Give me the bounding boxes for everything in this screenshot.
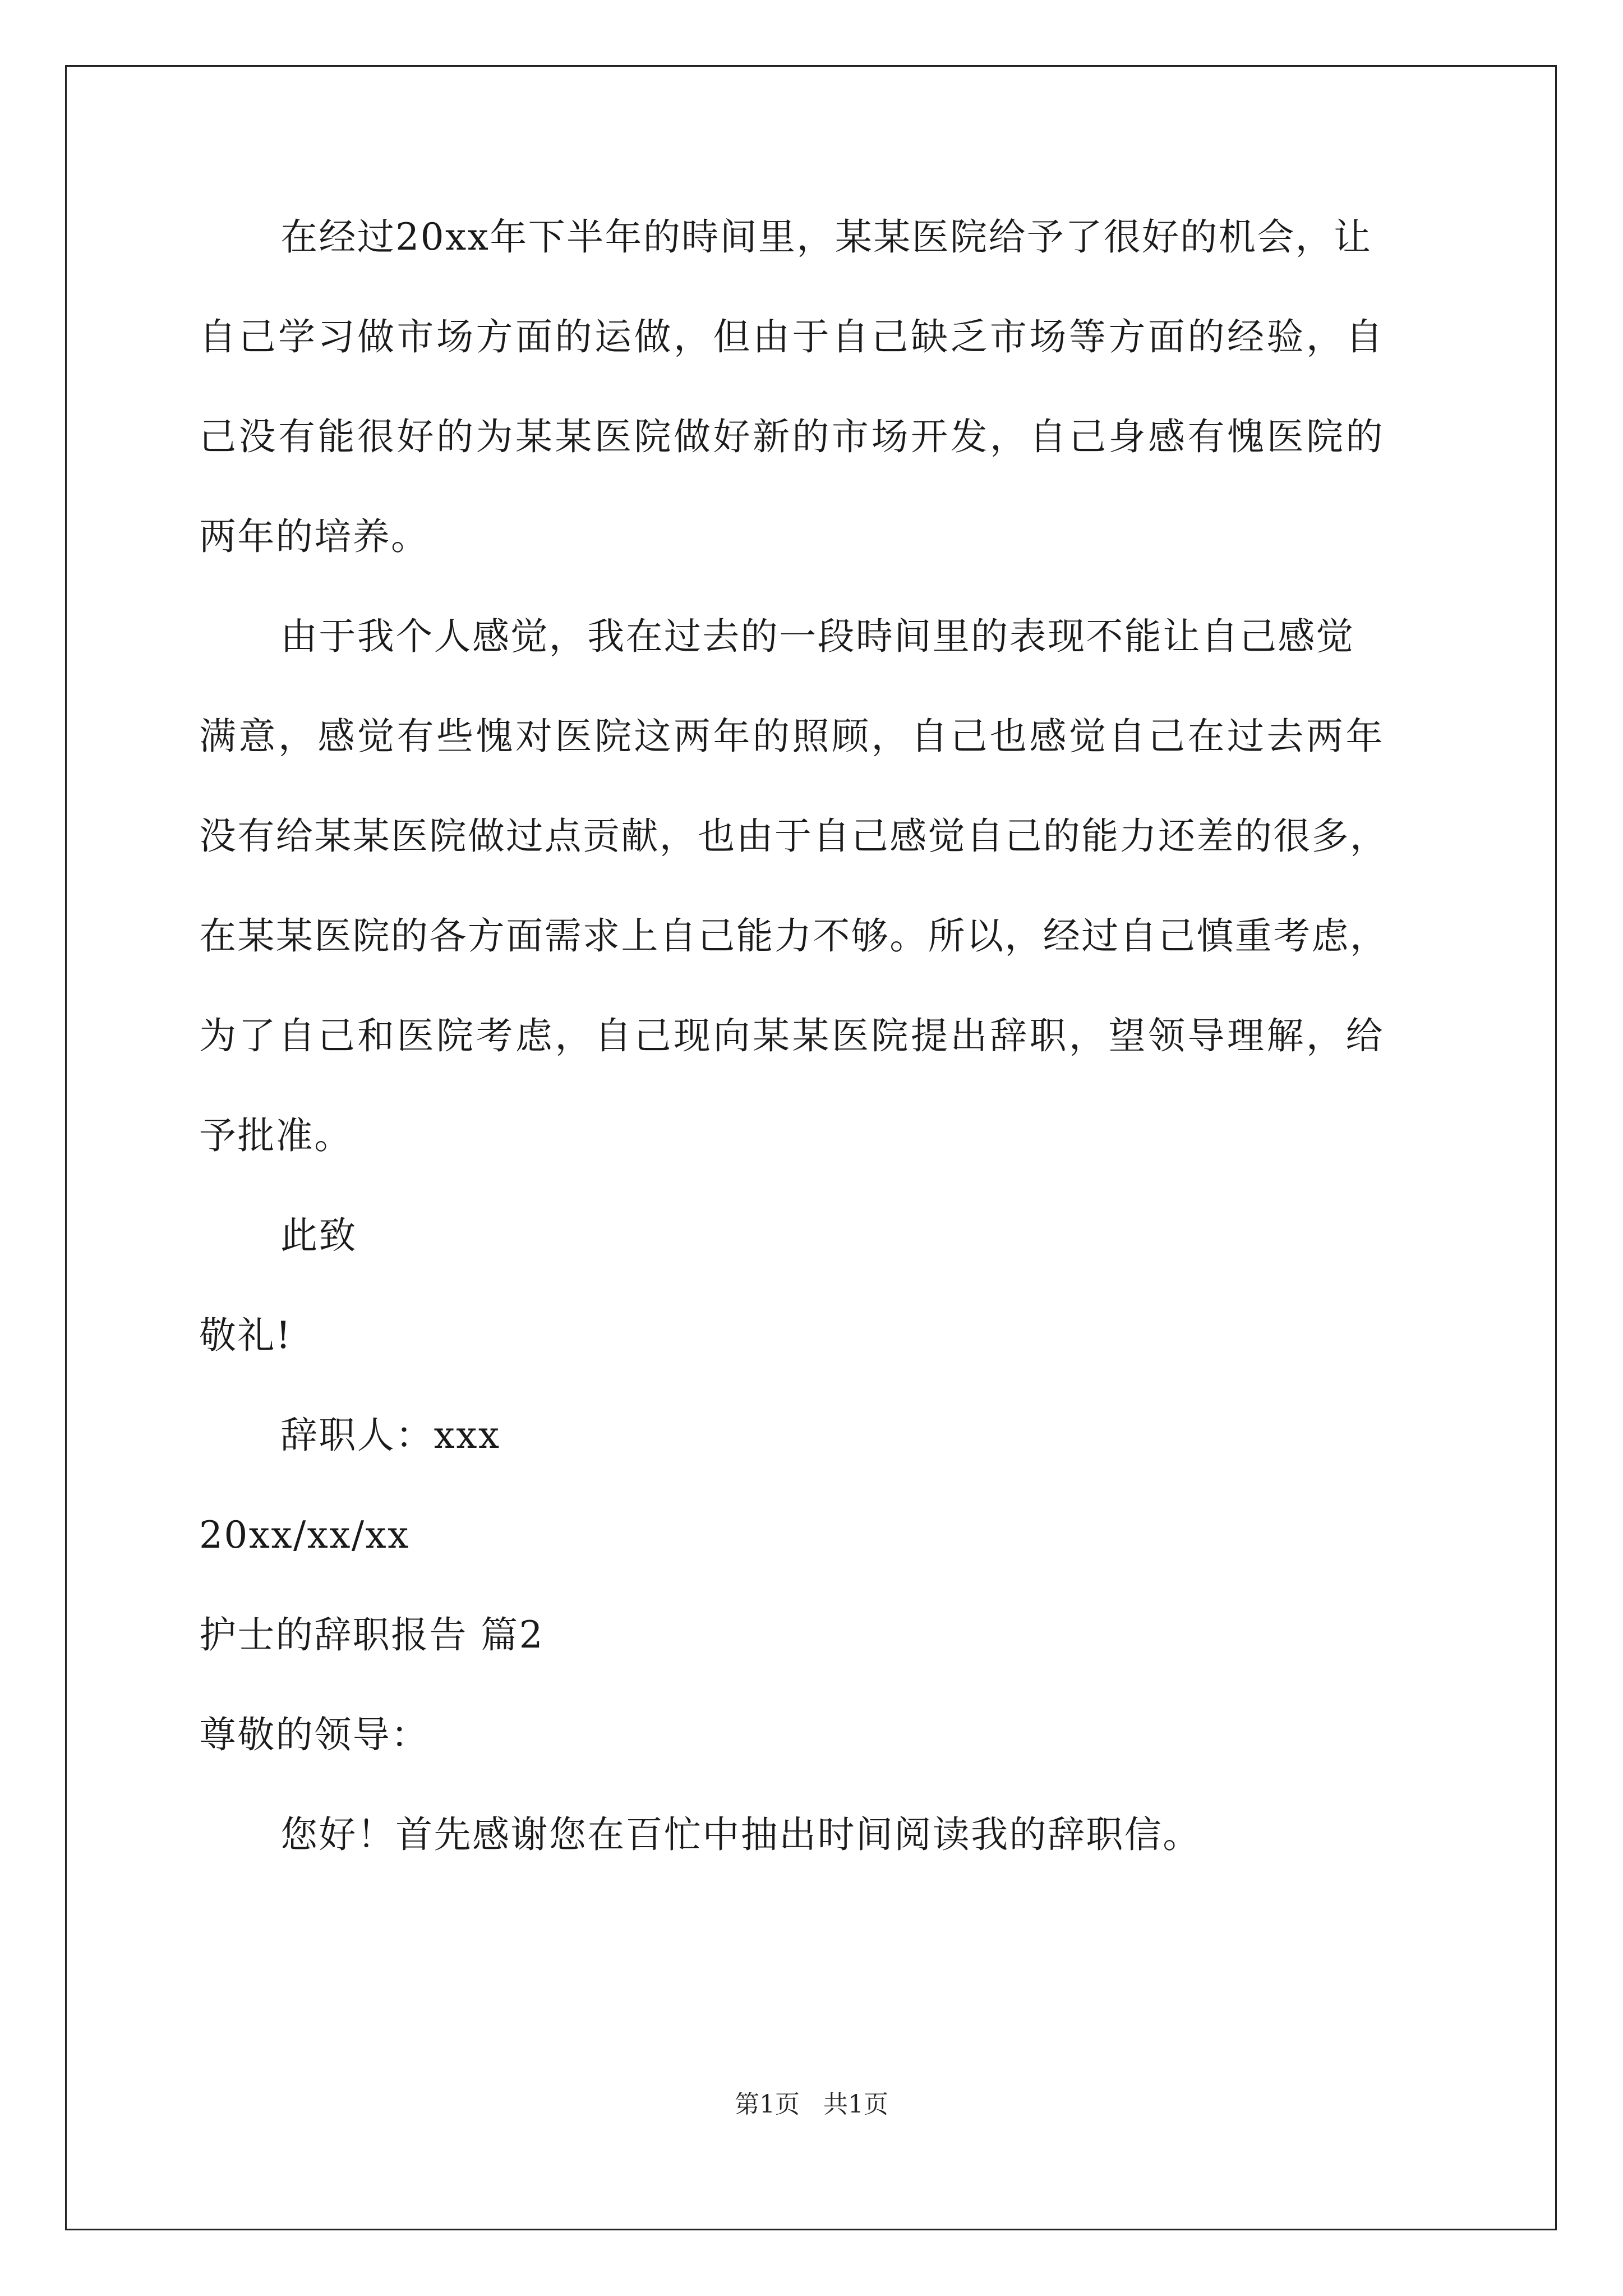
page-number-current: 第1页 bbox=[735, 2090, 800, 2119]
paragraph-line: 两年的培养。 bbox=[199, 515, 430, 558]
page-number-total: 共1页 bbox=[823, 2090, 888, 2119]
paragraph-line: 在经过20xx年下半年的時间里，某某医院给予了很好的机会，让 bbox=[280, 215, 1372, 259]
page-footer bbox=[0, 2092, 1623, 2117]
closing-regards: 敬礼! bbox=[199, 1314, 292, 1357]
paragraph-line: 您好！首先感谢您在百忙中抽出时间阅读我的辞职信。 bbox=[280, 1813, 1201, 1856]
paragraph-line: 自己学习做市场方面的运做，但由于自己缺乏市场等方面的经验，自 bbox=[199, 315, 1385, 358]
section-title: 护士的辞职报告 篇2 bbox=[199, 1613, 544, 1657]
paragraph-line: 没有给某某医院做过点贡献，也由于自己感觉自己的能力还差的很多， bbox=[199, 815, 1389, 858]
paragraph-line: 满意，感觉有些愧对医院这两年的照顾，自己也感觉自己在过去两年 bbox=[199, 715, 1385, 758]
paragraph-line: 由于我个人感觉，我在过去的一段時间里的表现不能让自己感觉 bbox=[280, 615, 1355, 658]
greeting: 尊敬的领导： bbox=[199, 1713, 430, 1756]
paragraph-line: 在某某医院的各方面需求上自己能力不够。所以，经过自己慎重考虑， bbox=[199, 914, 1389, 958]
paragraph-line: 己没有能很好的为某某医院做好新的市场开发，自己身感有愧医院的 bbox=[199, 415, 1385, 458]
paragraph-line: 予批准。 bbox=[199, 1114, 353, 1157]
closing-salutation: 此致 bbox=[280, 1214, 357, 1257]
paragraph-line: 为了自己和医院考虑，自己现向某某医院提出辞职，望领导理解，给 bbox=[199, 1014, 1385, 1057]
signature-name: 辞职人：xxx bbox=[280, 1414, 501, 1457]
document-body bbox=[199, 215, 1433, 1916]
signature-date: 20xx/xx/xx bbox=[199, 1513, 410, 1557]
